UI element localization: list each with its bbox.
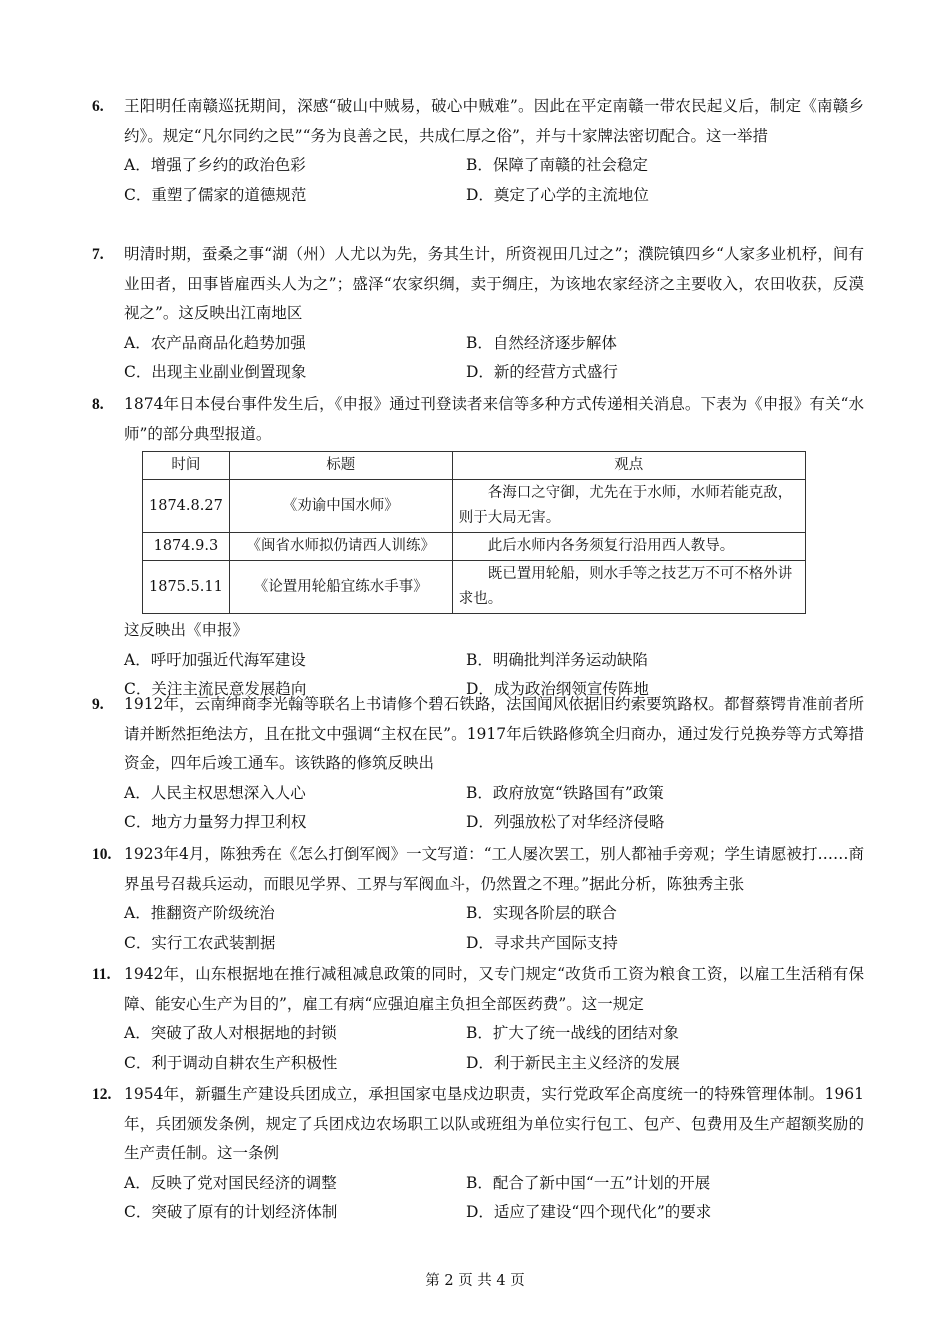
question-number: 9. — [92, 696, 104, 713]
table-cell-view: 既已置用轮船，则水手等之技艺万不可不格外讲求也。 — [452, 561, 805, 614]
table-header: 观点 — [452, 452, 805, 480]
table-cell-title: 《论置用轮船宜练水手事》 — [229, 561, 452, 614]
option-c: C．出现主业副业倒置现象 — [124, 363, 307, 381]
option-c: C．地方力量努力捍卫利权 — [124, 813, 307, 831]
table-header: 时间 — [143, 452, 230, 480]
question-stem: 1942年，山东根据地在推行减租减息政策的同时，又专门规定“改货币工资为粮食工资，以雇工生活稍有保障、能安心生产为目的”，雇工有病“应强迫雇主负担全部医药费”。这一规定 — [124, 965, 864, 1013]
options — [124, 1169, 864, 1228]
question-9 — [92, 690, 864, 838]
question-6 — [92, 92, 864, 210]
question-stem: 明清时期，蚕桑之事“湖（州）人尤以为先，务其生计，所资视田几过之”；濮院镇四乡“人家多业机杼，间有业田者，田事皆雇西头人为之”；盛泽“农家织绸，卖于绸庄，为该地农家经济之主要收入，农田收获，反漠视之”。这反映出江南地区 — [124, 245, 864, 322]
question-stem: 王阳明任南赣巡抚期间，深感“破山中贼易，破心中贼难”。因此在平定南赣一带农民起义后，制定《南赣乡约》。规定“凡尔同约之民”“务为良善之民，共成仁厚之俗”，并与十家牌法密切配合。这一举措 — [124, 97, 864, 145]
options — [124, 899, 864, 958]
table-cell-date: 1875.5.11 — [143, 561, 230, 614]
option-d: D．新的经营方式盛行 — [466, 363, 618, 381]
question-stem: 1912年，云南绅商李光翰等联名上书请修个碧石铁路，法国闻风依据旧约索要筑路权。都督蔡锷肯准前者所请并断然拒绝法方，且在批文中强调“主权在民”。1917年后铁路修筑全归商办，通过发行兑换券等方式筹措资金，四年后竣工通车。该铁路的修筑反映出 — [124, 695, 864, 772]
table-row — [143, 561, 806, 614]
option-d: D．利于新民主主义经济的发展 — [466, 1053, 680, 1072]
table-cell-view: 此后水师内各务须复行沿用西人教导。 — [452, 533, 805, 561]
options — [124, 779, 864, 838]
option-b: B．实现各阶层的联合 — [466, 904, 617, 922]
table-cell-date: 1874.9.3 — [143, 533, 230, 561]
option-d: D．奠定了心学的主流地位 — [466, 185, 649, 204]
option-b: B．自然经济逐步解体 — [466, 333, 617, 352]
question-number: 10. — [92, 846, 112, 863]
question-7 — [92, 240, 864, 388]
newspaper-table — [142, 451, 806, 614]
question-number: 12. — [92, 1086, 112, 1103]
option-b: B．明确批判洋务运动缺陷 — [466, 650, 648, 669]
option-d: D．适应了建设“四个现代化”的要求 — [466, 1203, 712, 1221]
option-a: A．呼吁加强近代海军建设 — [124, 650, 306, 669]
option-a: A．人民主权思想深入人心 — [124, 783, 306, 802]
table-cell-title: 《劝谕中国水师》 — [229, 480, 452, 533]
option-a: A．增强了乡约的政治色彩 — [124, 156, 306, 174]
table-cell-title: 《闽省水师拟仍请西人训练》 — [229, 533, 452, 561]
option-b: B．扩大了统一战线的团结对象 — [466, 1024, 679, 1042]
option-b: B．保障了南赣的社会稳定 — [466, 156, 648, 174]
question-stem: 1923年4月，陈独秀在《怎么打倒军阀》一文写道：“工人屡次罢工，别人都袖手旁观；学生请愿被打……商界虽号召裁兵运动，而眼见学界、工界与军阀血斗，仍然置之不理。”据此分析，陈独秀主张 — [124, 845, 864, 893]
option-b: B．政府放宽“铁路国有”政策 — [466, 783, 664, 802]
option-c: C．关注主流民意发展趋向 — [124, 680, 307, 698]
option-d: D．成为政治纲领宣传阵地 — [466, 680, 649, 698]
table-cell-view: 各海口之守御，尤先在于水师，水师若能克敌，则于大局无害。 — [452, 480, 805, 533]
question-number: 8. — [92, 396, 104, 413]
option-a: A．农产品商品化趋势加强 — [124, 333, 306, 352]
option-c: C．重塑了儒家的道德规范 — [124, 185, 307, 204]
question-11 — [92, 960, 864, 1078]
option-a: A．反映了党对国民经济的调整 — [124, 1173, 337, 1192]
table-cell-date: 1874.8.27 — [143, 480, 230, 533]
question-number: 11. — [92, 966, 111, 983]
options — [124, 151, 864, 210]
option-a: A．突破了敌人对根据地的封锁 — [124, 1024, 337, 1042]
option-a: A．推翻资产阶级统治 — [124, 904, 275, 922]
question-stem: 1954年，新疆生产建设兵团成立，承担国家屯垦戍边职责，实行党政军企高度统一的特殊管理体制。1961年，兵团颁发条例，规定了兵团戍边农场职工以队或班组为单位实行包工、包产、包费用及生产超额奖励的生产责任制。这一条例 — [124, 1085, 864, 1162]
option-c: C．突破了原有的计划经济体制 — [124, 1203, 338, 1221]
page-footer: 第 2 页 共 4 页 — [425, 1273, 525, 1289]
table-header-row — [143, 452, 806, 480]
question-number: 6. — [92, 98, 104, 115]
options — [124, 329, 864, 388]
option-d: D．列强放松了对华经济侵略 — [466, 813, 665, 831]
option-d: D．寻求共产国际支持 — [466, 933, 618, 952]
table-header: 标题 — [229, 452, 452, 480]
options — [124, 1019, 864, 1078]
option-c: C．实行工农武装割据 — [124, 933, 276, 952]
question-8 — [92, 390, 864, 705]
question-followup: 这反映出《申报》 — [124, 621, 249, 639]
option-b: B．配合了新中国“一五”计划的开展 — [466, 1173, 711, 1192]
question-stem: 1874年日本侵台事件发生后，《申报》通过刊登读者来信等多种方式传递相关消息。下表为《申报》有关“水师”的部分典型报道。 — [124, 395, 864, 443]
option-c: C．利于调动自耕农生产积极性 — [124, 1053, 338, 1072]
question-10 — [92, 840, 864, 958]
question-12 — [92, 1080, 864, 1228]
table-row — [143, 480, 806, 533]
question-number: 7. — [92, 246, 104, 263]
table-row — [143, 533, 806, 561]
